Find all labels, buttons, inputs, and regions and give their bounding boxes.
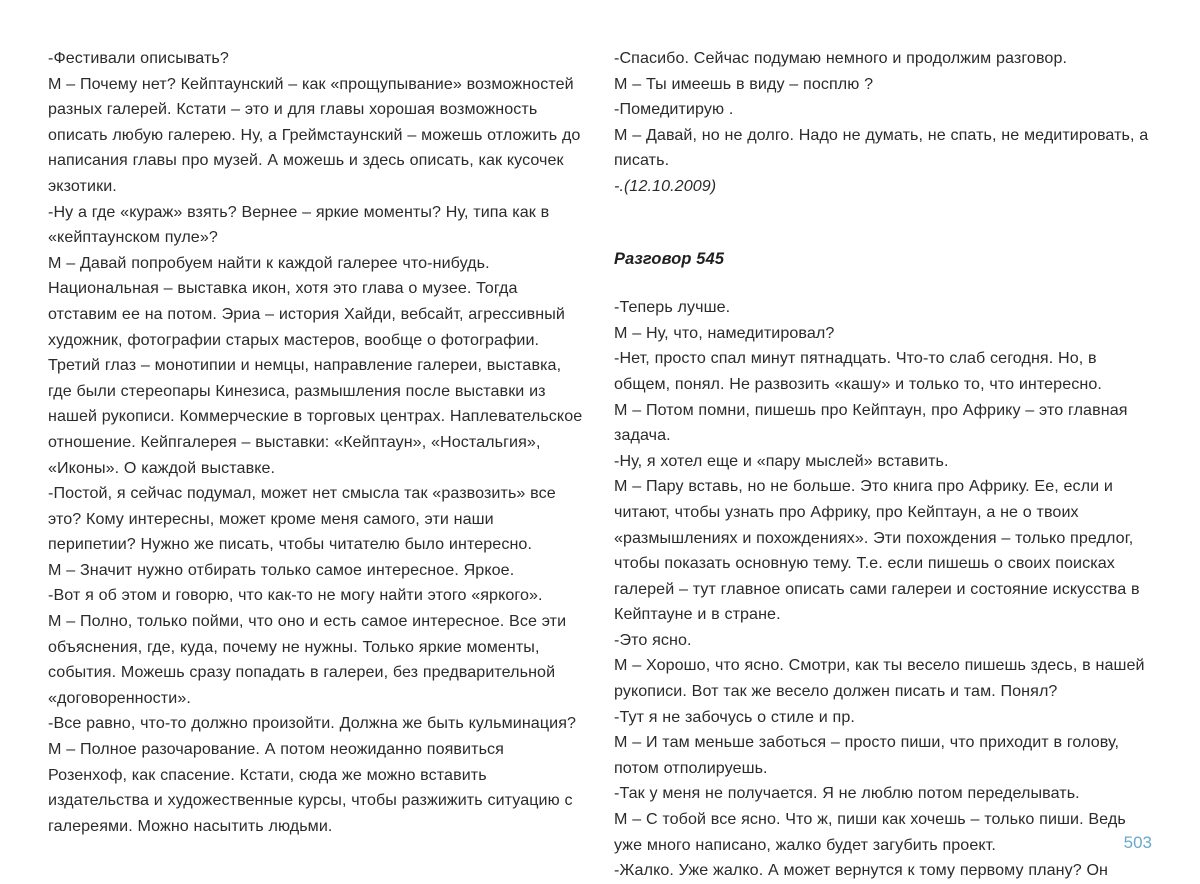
paragraph: -Вот я об этом и говорю, что как-то не могу найти этого «яркого». bbox=[48, 586, 543, 605]
paragraph: -Помедитирую . bbox=[614, 100, 734, 119]
paragraph: М – Полное разочарование. А потом неожиданно появиться Розенхоф, как спасение. Кстати, сюда же можно вставить издательства и художественные курсы, чтобы разжижить ситуацию с галереями. Можно насытить людьми. bbox=[48, 740, 573, 835]
paragraph: М – Почему нет? Кейптаунский – как «прощупывание» возможностей разных галерей. Кстати – это и для главы хорошая возможность описать любую галерею. Ну, а Греймстаунский – можешь отложить до написания главы про музей. А можешь и здесь описать, как кусочек экзотики. bbox=[48, 74, 581, 195]
page-number: 503 bbox=[1123, 833, 1152, 852]
paragraph: -Спасибо. Сейчас подумаю немного и продолжим разговор. bbox=[614, 49, 1068, 67]
paragraph: М – Значит нужно отбирать только самое интересное. Яркое. bbox=[48, 560, 515, 579]
paragraph: М – Ну, что, намедитировал? bbox=[614, 323, 835, 342]
paragraph: М – Хорошо, что ясно. Смотри, как ты весело пишешь здесь, в нашей рукописи. Вот так же весело должен писать и там. Понял? bbox=[614, 656, 1145, 701]
paragraph: М – И там меньше заботься – просто пиши, что приходит в голову, потом отполируешь. bbox=[614, 733, 1120, 777]
two-column-text-body bbox=[48, 46, 1152, 884]
paragraph: М – Давай, но не долго. Надо не думать, не спать, не медитировать, а писать. bbox=[614, 125, 1149, 170]
paragraph: -Постой, я сейчас подумал, может нет смысла так «развозить» все это? Кому интересны, может кроме меня самого, эти наши перипетии? Нужно же писать, чтобы читателю было интересно. bbox=[48, 484, 556, 554]
paragraph: М – Потом помни, пишешь про Кейптаун, про Африку – это главная задача. bbox=[614, 400, 1128, 445]
paragraph: М – Пару вставь, но не больше. Это книга про Африку. Ее, если и читают, чтобы узнать про Африку, про Кейптаун, а не о твоих «размышлениях и похождениях». Эти похождения – только предлог, чтобы показать основную тему. Т.е. если пишешь о своих поисках галерей – тут главное описать сами галереи и состояние искусства в Кейптауне и в стране. bbox=[614, 477, 1140, 624]
paragraph: М – Ты имеешь в виду – посплю ? bbox=[614, 74, 874, 93]
paragraph: -Ну, я хотел еще и «пару мыслей» вставить. bbox=[614, 451, 949, 470]
heading-gap bbox=[614, 272, 1152, 295]
paragraph: -Фестивали описывать? bbox=[48, 49, 229, 67]
paragraph: М – Полно, только пойми, что оно и есть самое интересное. Все эти объяснения, где, куда, почему не нужны. Только яркие моменты, события. Можешь сразу попадать в галереи, без предварительной «договоренности». bbox=[48, 612, 567, 707]
section-gap bbox=[614, 200, 1152, 247]
section-heading-razgovor-545: Разговор 545 bbox=[614, 249, 725, 268]
paragraph: М – С тобой все ясно. Что ж, пиши как хочешь – только пиши. Ведь уже много написано, жалко будет загубить проект. bbox=[614, 810, 1126, 854]
paragraph: М – Давай попробуем найти к каждой галерее что-нибудь. Национальная – выставка икон, хотя это глава о музее. Тогда отставим ее на потом. Эриа – история Хайди, вебсайт, агрессивный художник, фотографии старых мастеров, вообще о фотографии. Третий глаз – монотипии и немцы, направление галереи, выставка, где были стереопары Кинезиса, размышления после выставки из нашей рукописи. Коммерческие в торговых центрах. Наплевательское отношение. Кейпгалерея – выставки: «Кейптаун», «Ностальгия», «Иконы». О каждой выставке. bbox=[48, 253, 583, 477]
right-text-column bbox=[614, 46, 1152, 884]
paragraph: -Нет, просто спал минут пятнадцать. Что-то слаб сегодня. Но, в общем, понял. Не развозить «кашу» и только то, что интересно. bbox=[614, 349, 1102, 393]
paragraph: -Все равно, что-то должно произойти. Должна же быть кульминация? bbox=[48, 714, 577, 733]
paragraph: -Теперь лучше. bbox=[614, 298, 731, 317]
left-text-column bbox=[48, 46, 586, 884]
paragraph: -Ну а где «кураж» взять? Вернее – яркие моменты? Ну, типа как в «кейптаунском пуле»? bbox=[48, 202, 550, 247]
paragraph: -Жалко. Уже жалко. А может вернутся к тому первому плану? Он bbox=[614, 861, 1109, 880]
paragraph: -Тут я не забочусь о стиле и пр. bbox=[614, 707, 855, 726]
paragraph: -Это ясно. bbox=[614, 630, 692, 649]
paragraph: -Так у меня не получается. Я не люблю потом переделывать. bbox=[614, 784, 1080, 803]
conversation-date-line: -.(12.10.2009) bbox=[614, 176, 717, 195]
